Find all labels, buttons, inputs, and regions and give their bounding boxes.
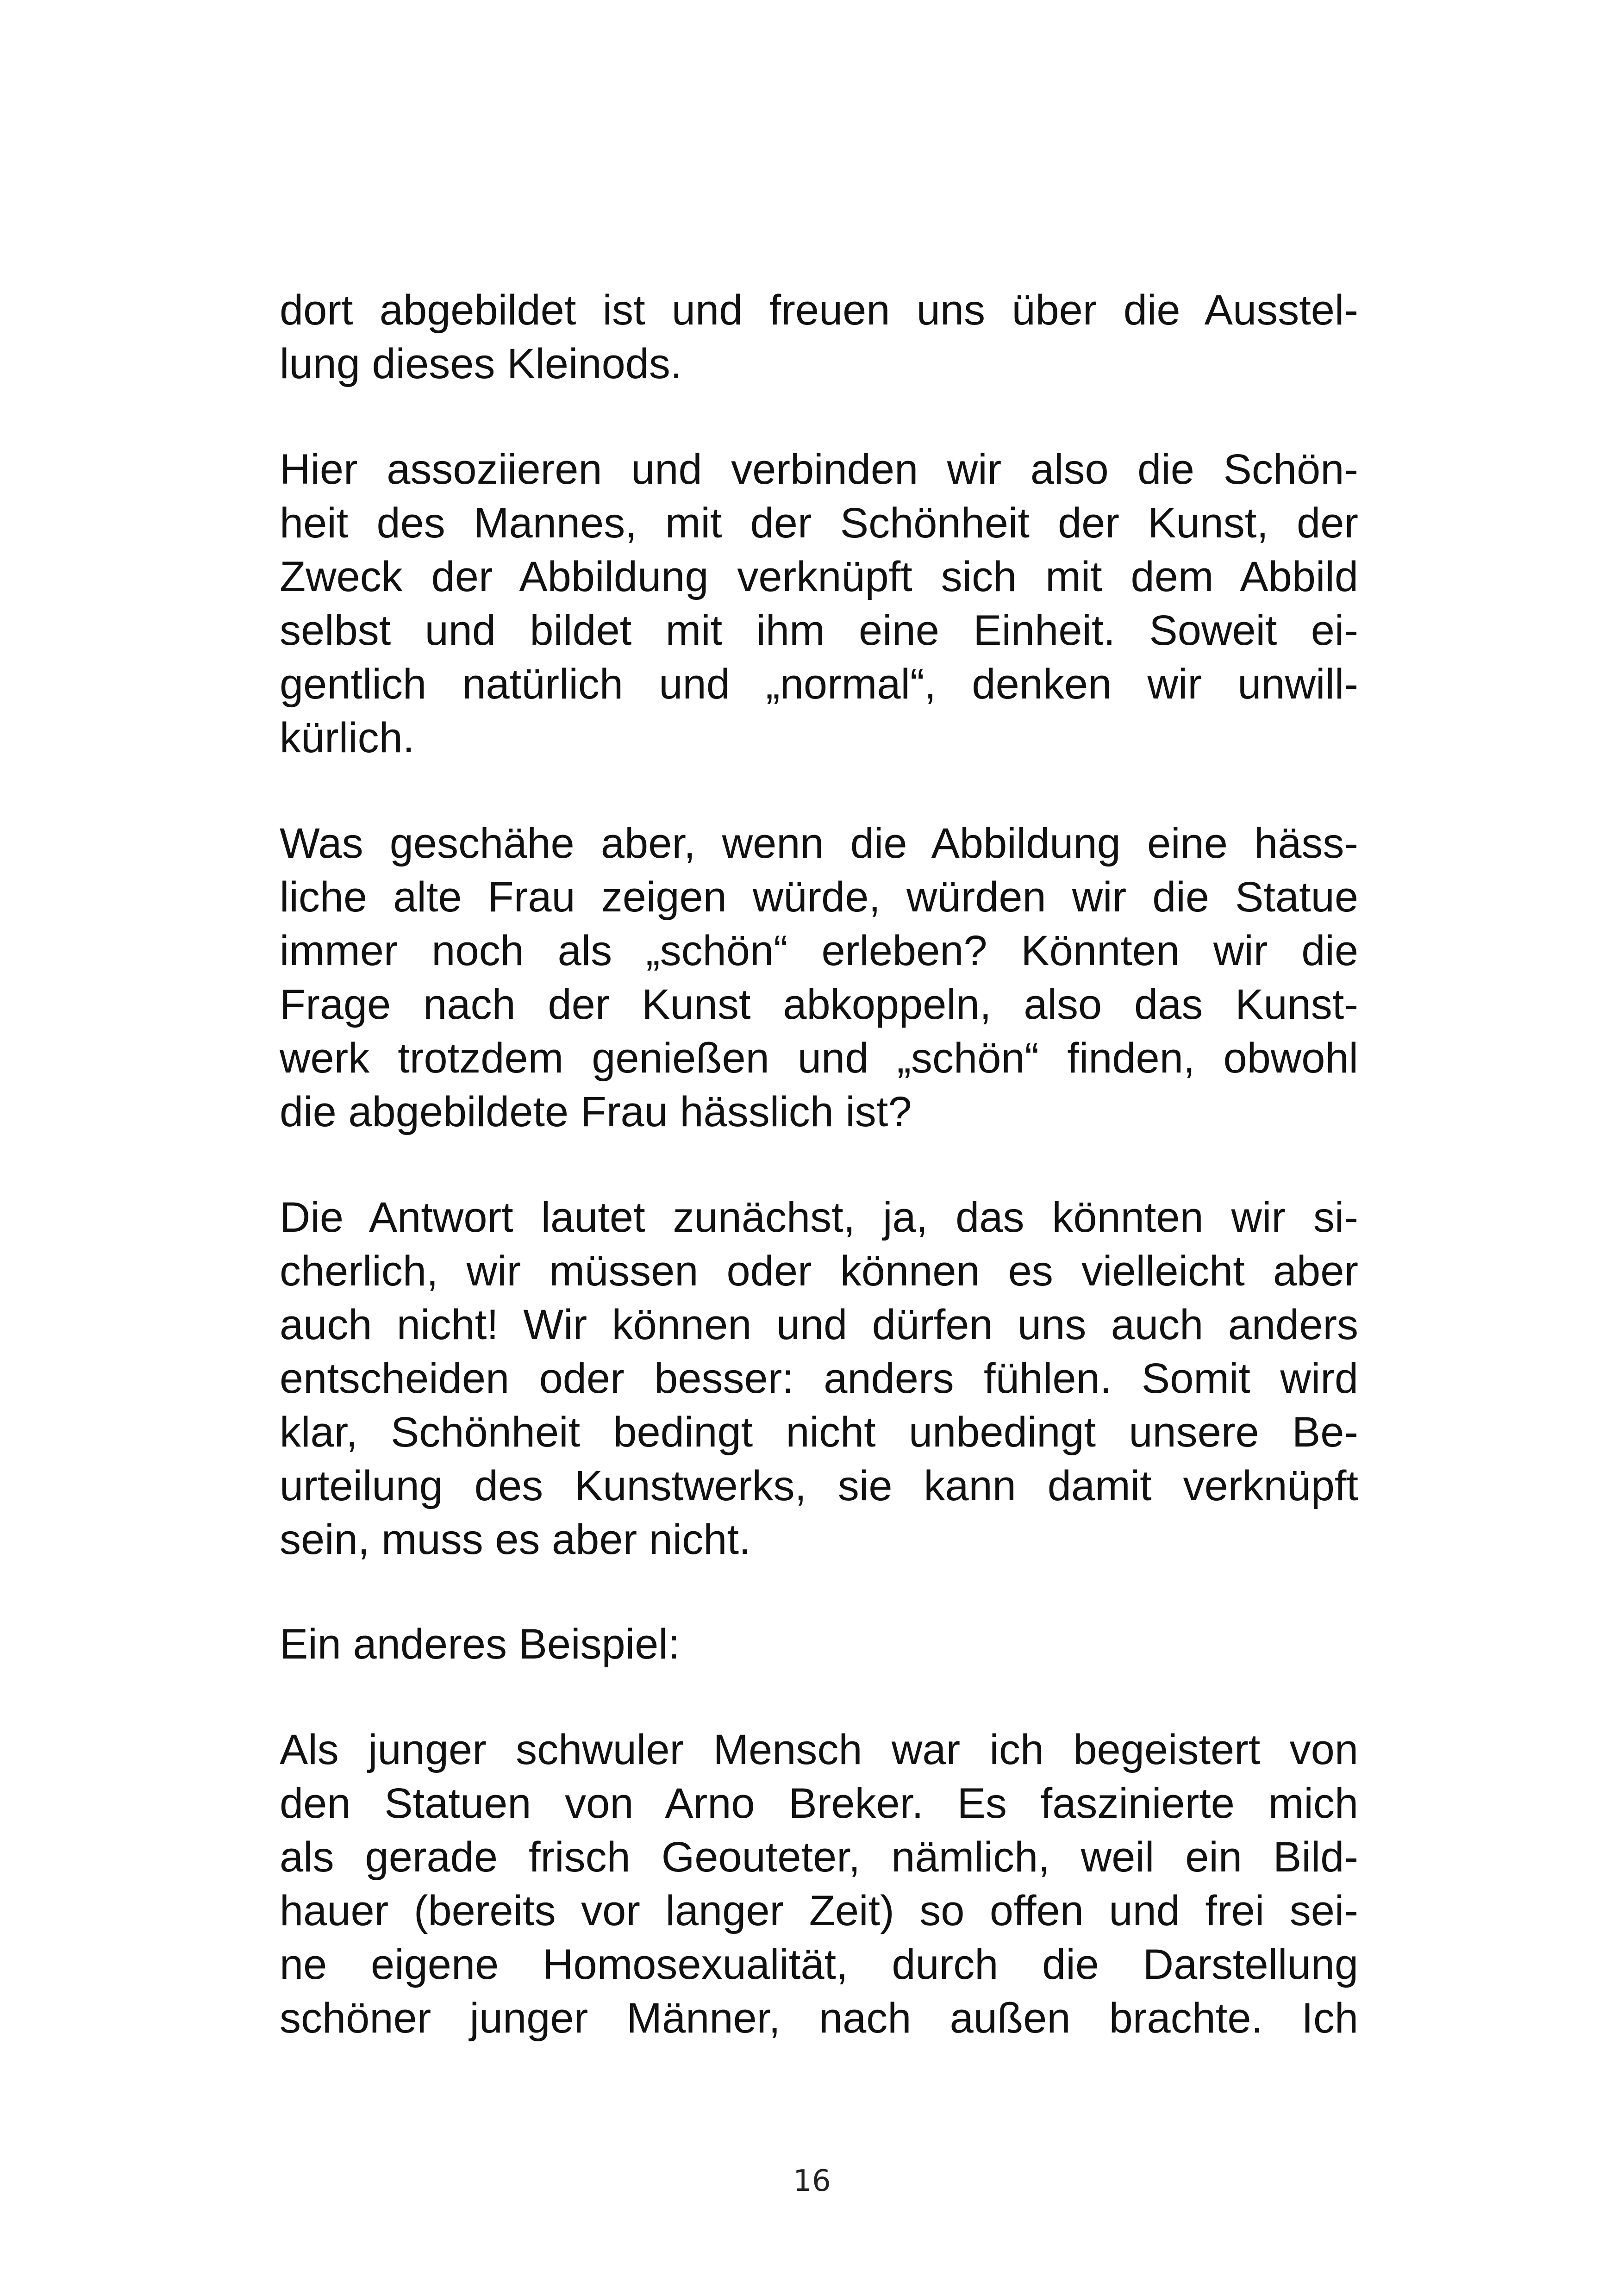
text-line: entscheiden oder besser: anders fühlen. Somit wird	[280, 1355, 1358, 1402]
text-line: cherlich, wir müssen oder können es vielleicht aber	[280, 1247, 1358, 1295]
paragraph-6	[280, 1723, 1358, 2045]
text-line: lung dieses Kleinods.	[280, 340, 682, 387]
text-line: kürlich.	[280, 714, 415, 761]
text-line: dort abgebildet ist und freuen uns über die Ausstel-	[280, 287, 1358, 334]
paragraph-2	[280, 443, 1358, 765]
paragraph-4	[280, 1191, 1358, 1566]
text-line: urteilung des Kunstwerks, sie kann damit verknüpft	[280, 1462, 1358, 1509]
text-line: die abgebildete Frau hässlich ist?	[280, 1088, 912, 1135]
text-line: werk trotzdem genießen und „schön“ finden, obwohl	[280, 1035, 1358, 1082]
text-line: gentlich natürlich und „normal“, denken wir unwill-	[280, 661, 1358, 708]
text-line: auch nicht! Wir können und dürfen uns auch anders	[280, 1301, 1358, 1348]
page-number: 16	[793, 2164, 831, 2198]
text-line: Frage nach der Kunst abkoppeln, also das Kunst-	[280, 981, 1358, 1028]
text-line: klar, Schönheit bedingt nicht unbedingt unsere Be-	[280, 1409, 1358, 1456]
text-line: immer noch als „schön“ erleben? Könnten wir die	[280, 927, 1358, 974]
text-line: Ein anderes Beispiel:	[280, 1621, 680, 1668]
text-line: Die Antwort lautet zunächst, ja, das könnten wir si-	[280, 1194, 1358, 1241]
paragraph-3	[280, 817, 1358, 1139]
text-line: Zweck der Abbildung verknüpft sich mit dem Abbild	[280, 553, 1358, 600]
text-line: als gerade frisch Geouteter, nämlich, weil ein Bild-	[280, 1834, 1358, 1881]
text-line: selbst und bildet mit ihm eine Einheit. Soweit ei-	[280, 607, 1358, 654]
text-line: sein, muss es aber nicht.	[280, 1516, 751, 1563]
text-line: heit des Mannes, mit der Schönheit der Kunst, der	[280, 499, 1358, 547]
text-line: schöner junger Männer, nach außen brachte. Ich	[280, 1995, 1358, 2042]
text-line: Hier assoziieren und verbinden wir also die Schön-	[280, 446, 1358, 493]
text-line: Als junger schwuler Mensch war ich begeistert von	[280, 1726, 1358, 1773]
text-line: Was geschähe aber, wenn die Abbildung eine häss-	[280, 820, 1358, 867]
text-line: liche alte Frau zeigen würde, würden wir die Statue	[280, 873, 1358, 921]
text-line: den Statuen von Arno Breker. Es faszinierte mich	[280, 1780, 1358, 1827]
text-line: hauer (bereits vor langer Zeit) so offen und frei sei-	[280, 1887, 1358, 1934]
text-line: ne eigene Homosexualität, durch die Darstellung	[280, 1941, 1358, 1988]
paragraph-1	[280, 283, 1358, 391]
paragraph-5	[280, 1617, 1358, 1671]
